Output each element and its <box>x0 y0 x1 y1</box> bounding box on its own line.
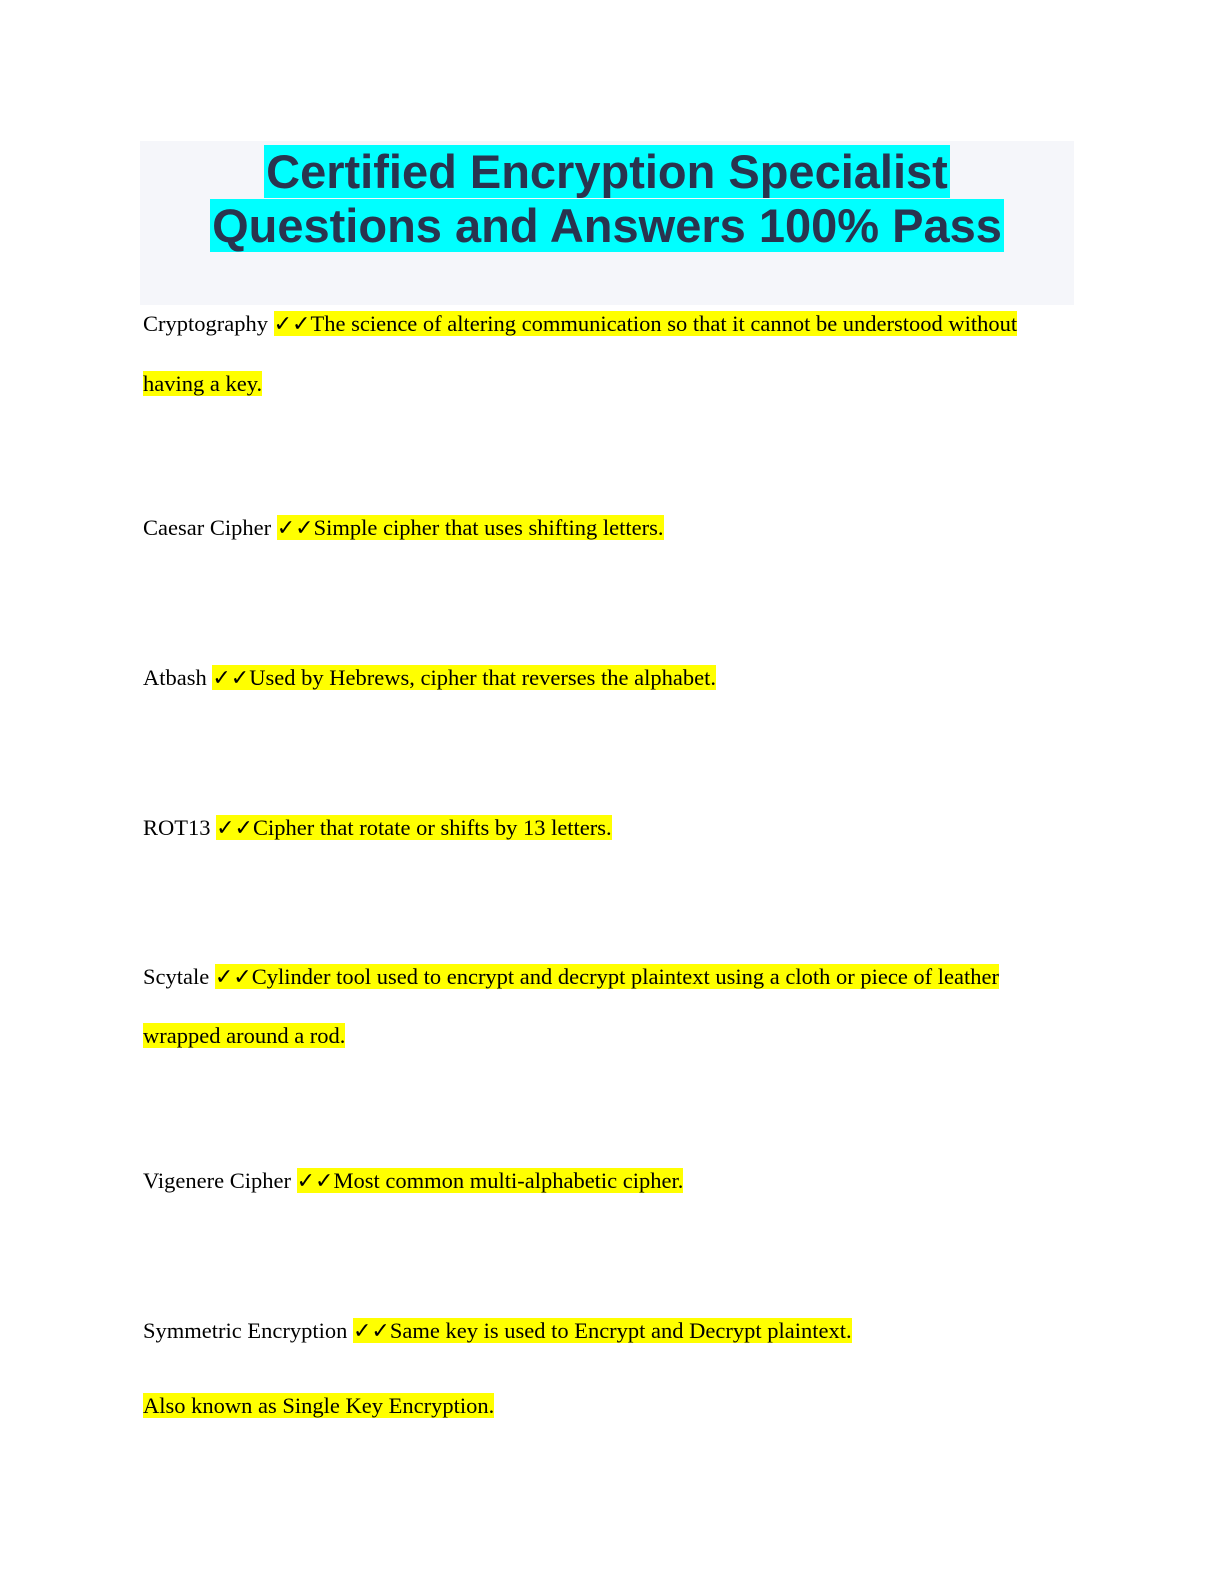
double-check-icon: ✓✓ <box>352 1319 390 1344</box>
answer: Cipher that rotate or shifts by 13 letters. <box>253 815 612 840</box>
qa-entry-scytale <box>143 963 999 992</box>
title-line-2: Questions and Answers 100% Pass <box>212 199 1002 252</box>
qa-entry-scytale-continued <box>143 1022 345 1050</box>
double-check-icon: ✓✓ <box>214 965 252 990</box>
term: Scytale <box>143 964 210 989</box>
term: Cryptography <box>143 311 268 336</box>
term: Atbash <box>143 665 207 690</box>
double-check-icon: ✓✓ <box>276 516 314 541</box>
qa-entry-vigenere-cipher <box>143 1167 683 1196</box>
answer: Most common multi-alphabetic cipher. <box>333 1168 684 1193</box>
qa-entry-symmetric-encryption-continued <box>143 1392 494 1420</box>
term: Caesar Cipher <box>143 515 272 540</box>
double-check-icon: ✓✓ <box>273 312 311 337</box>
qa-entry-atbash <box>143 664 716 693</box>
double-check-icon: ✓✓ <box>212 666 250 691</box>
qa-entry-rot13 <box>143 814 612 843</box>
document-title <box>140 141 1074 305</box>
answer-continued: having a key. <box>143 371 263 396</box>
double-check-icon: ✓✓ <box>216 816 253 841</box>
answer: Same key is used to Encrypt and Decrypt plaintext. <box>389 1318 852 1343</box>
double-check-icon: ✓✓ <box>296 1169 334 1194</box>
title-line-1: Certified Encryption Specialist <box>266 145 948 198</box>
answer: Used by Hebrews, cipher that reverses the alphabet. <box>249 665 716 690</box>
answer: Cylinder tool used to encrypt and decrypt plaintext using a cloth or piece of leather <box>251 964 1000 989</box>
answer-continued: Also known as Single Key Encryption. <box>143 1393 495 1418</box>
answer: The science of altering communication so that it cannot be understood without <box>310 311 1018 336</box>
term: Vigenere Cipher <box>143 1168 291 1193</box>
answer-continued: wrapped around a rod. <box>143 1023 346 1048</box>
term: Symmetric Encryption <box>143 1318 348 1343</box>
qa-entry-symmetric-encryption <box>143 1317 852 1346</box>
term: ROT13 <box>143 815 211 840</box>
qa-entry-caesar-cipher <box>143 514 664 543</box>
qa-entry-cryptography <box>143 310 1017 339</box>
answer: Simple cipher that uses shifting letters. <box>313 515 664 540</box>
qa-entry-cryptography-continued <box>143 370 262 398</box>
